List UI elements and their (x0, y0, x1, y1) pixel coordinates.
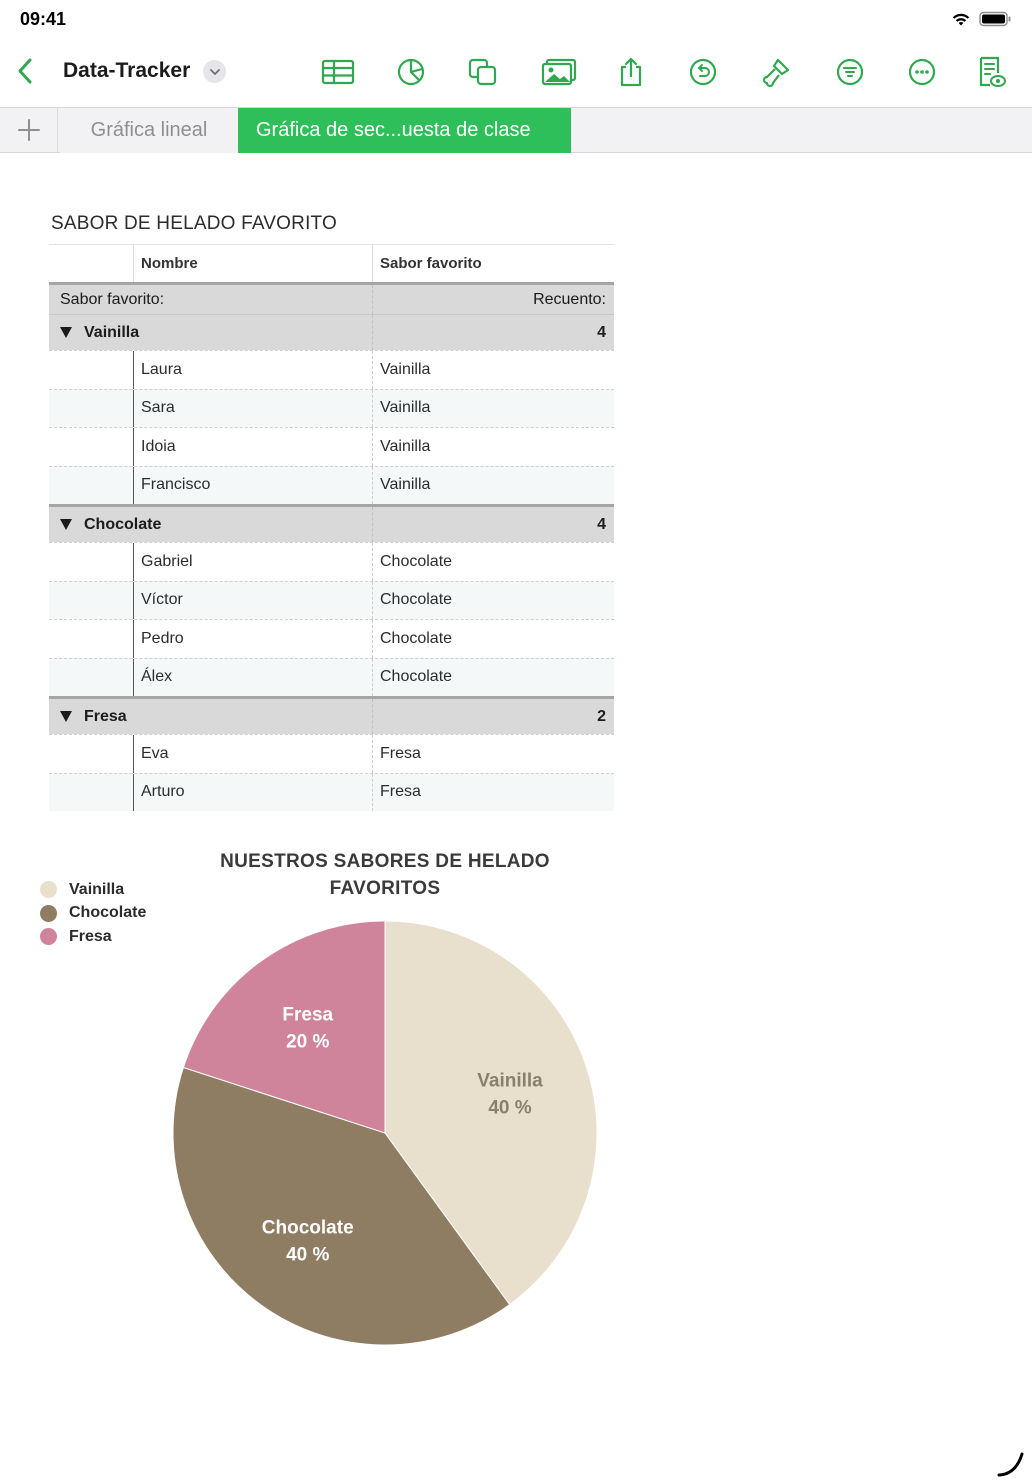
column-header-nombre[interactable]: Nombre (134, 245, 373, 282)
chart-icon (396, 57, 426, 87)
disclosure-triangle-icon[interactable] (60, 519, 72, 530)
pie-chart[interactable] (170, 920, 600, 1350)
cell-sabor[interactable]: Vainilla (380, 360, 431, 378)
group-row-fresa[interactable] (49, 696, 614, 734)
legend-label: Fresa (69, 927, 112, 945)
category-header-row (49, 282, 614, 314)
insert-shape-button[interactable] (464, 54, 502, 90)
group-name: Fresa (84, 707, 127, 725)
legend-label: Vainilla (69, 880, 125, 898)
slice-label-value: 40 % (488, 1097, 532, 1119)
reading-view-button[interactable] (972, 54, 1010, 90)
table-header-row (49, 244, 614, 282)
undo-icon (688, 57, 718, 87)
slice-label-value: 40 % (286, 1244, 330, 1266)
shapes-icon (467, 57, 499, 87)
more-icon (907, 57, 937, 87)
cell-nombre[interactable]: Idoia (134, 428, 373, 466)
document-view-icon (976, 55, 1006, 89)
table-title: SABOR DE HELADO FAVORITO (51, 213, 337, 234)
insert-media-button[interactable] (540, 54, 578, 90)
cell-sabor[interactable]: Vainilla (380, 476, 431, 494)
format-brush-icon (762, 56, 792, 88)
cell-sabor[interactable]: Chocolate (380, 552, 453, 570)
chart-legend[interactable] (40, 878, 146, 949)
legend-item-fresa (40, 925, 146, 949)
status-bar (0, 0, 1032, 40)
group-count: 2 (597, 707, 606, 725)
group-name: Chocolate (84, 515, 162, 533)
table-row[interactable] (49, 658, 614, 697)
cell-sabor[interactable]: Vainilla (380, 437, 431, 455)
cell-nombre[interactable]: Pedro (134, 620, 373, 658)
cell-nombre[interactable]: Francisco (134, 467, 373, 505)
cell-sabor[interactable]: Chocolate (380, 668, 453, 686)
sheet-tabs (0, 107, 1032, 153)
title-menu-button[interactable] (203, 60, 226, 83)
chevron-down-icon (209, 68, 221, 76)
cell-nombre[interactable]: Álex (134, 659, 373, 697)
organize-button[interactable] (831, 54, 869, 90)
chevron-left-icon (17, 57, 33, 85)
resize-handle-icon[interactable] (996, 1448, 1026, 1483)
tab-grafica-sectores[interactable]: Gráfica de sec...uesta de clase (238, 108, 571, 153)
cell-nombre[interactable]: Laura (134, 351, 373, 389)
slice-label-name: Vainilla (477, 1070, 543, 1092)
cell-nombre[interactable]: Arturo (134, 774, 373, 812)
legend-label: Chocolate (69, 904, 147, 922)
header-empty-cell[interactable] (49, 245, 134, 282)
wifi-icon (951, 11, 971, 32)
legend-swatch (40, 881, 57, 898)
table-row[interactable] (49, 773, 614, 812)
media-icon (541, 58, 577, 86)
slice-label-value: 20 % (286, 1031, 330, 1053)
table-row[interactable] (49, 542, 614, 581)
table-row[interactable] (49, 581, 614, 620)
undo-button[interactable] (684, 54, 722, 90)
table-row[interactable] (49, 466, 614, 505)
cell-sabor[interactable]: Fresa (380, 744, 421, 762)
cell-sabor[interactable]: Fresa (380, 783, 421, 801)
cell-nombre[interactable]: Eva (134, 735, 373, 773)
plus-icon (17, 118, 41, 142)
slice-label-name: Chocolate (261, 1217, 354, 1239)
column-header-sabor[interactable]: Sabor favorito (380, 255, 482, 272)
group-row-chocolate[interactable] (49, 504, 614, 542)
cell-sabor[interactable]: Chocolate (380, 591, 453, 609)
disclosure-triangle-icon[interactable] (60, 711, 72, 722)
share-button[interactable] (612, 54, 650, 90)
group-name: Vainilla (84, 323, 140, 341)
back-button[interactable] (12, 54, 38, 88)
legend-swatch (40, 928, 57, 945)
table-icon (321, 59, 355, 85)
share-icon (618, 56, 644, 88)
status-icons (951, 11, 1012, 32)
pivot-table[interactable] (49, 244, 614, 811)
count-label[interactable]: Recuento: (533, 290, 606, 308)
battery-icon (979, 11, 1012, 32)
legend-item-chocolate (40, 902, 146, 926)
table-row[interactable] (49, 734, 614, 773)
table-row[interactable] (49, 427, 614, 466)
category-label[interactable]: Sabor favorito: (49, 285, 373, 314)
legend-item-vainilla (40, 878, 146, 902)
table-row[interactable] (49, 389, 614, 428)
tab-grafica-lineal[interactable]: Gráfica lineal (60, 108, 238, 153)
cell-sabor[interactable]: Vainilla (380, 399, 431, 417)
toolbar (0, 40, 1032, 106)
cell-nombre[interactable]: Gabriel (134, 543, 373, 581)
table-row[interactable] (49, 350, 614, 389)
legend-swatch (40, 905, 57, 922)
status-time: 09:41 (20, 9, 67, 29)
table-row[interactable] (49, 619, 614, 658)
cell-nombre[interactable]: Sara (134, 390, 373, 428)
disclosure-triangle-icon[interactable] (60, 327, 72, 338)
add-sheet-button[interactable] (0, 108, 58, 152)
chart-title[interactable]: NUESTROS SABORES DE HELADO FAVORITOS (220, 851, 550, 899)
more-button[interactable] (903, 54, 941, 90)
insert-table-button[interactable] (319, 54, 357, 90)
cell-sabor[interactable]: Chocolate (380, 629, 453, 647)
filter-icon (835, 57, 865, 87)
slice-label-name: Fresa (282, 1004, 334, 1026)
cell-nombre[interactable]: Víctor (134, 582, 373, 620)
group-row-vainilla[interactable] (49, 314, 614, 350)
document-title[interactable]: Data-Tracker (63, 59, 191, 82)
group-count: 4 (597, 323, 606, 341)
format-button[interactable] (758, 54, 796, 90)
insert-chart-button[interactable] (392, 54, 430, 90)
group-count: 4 (597, 515, 606, 533)
